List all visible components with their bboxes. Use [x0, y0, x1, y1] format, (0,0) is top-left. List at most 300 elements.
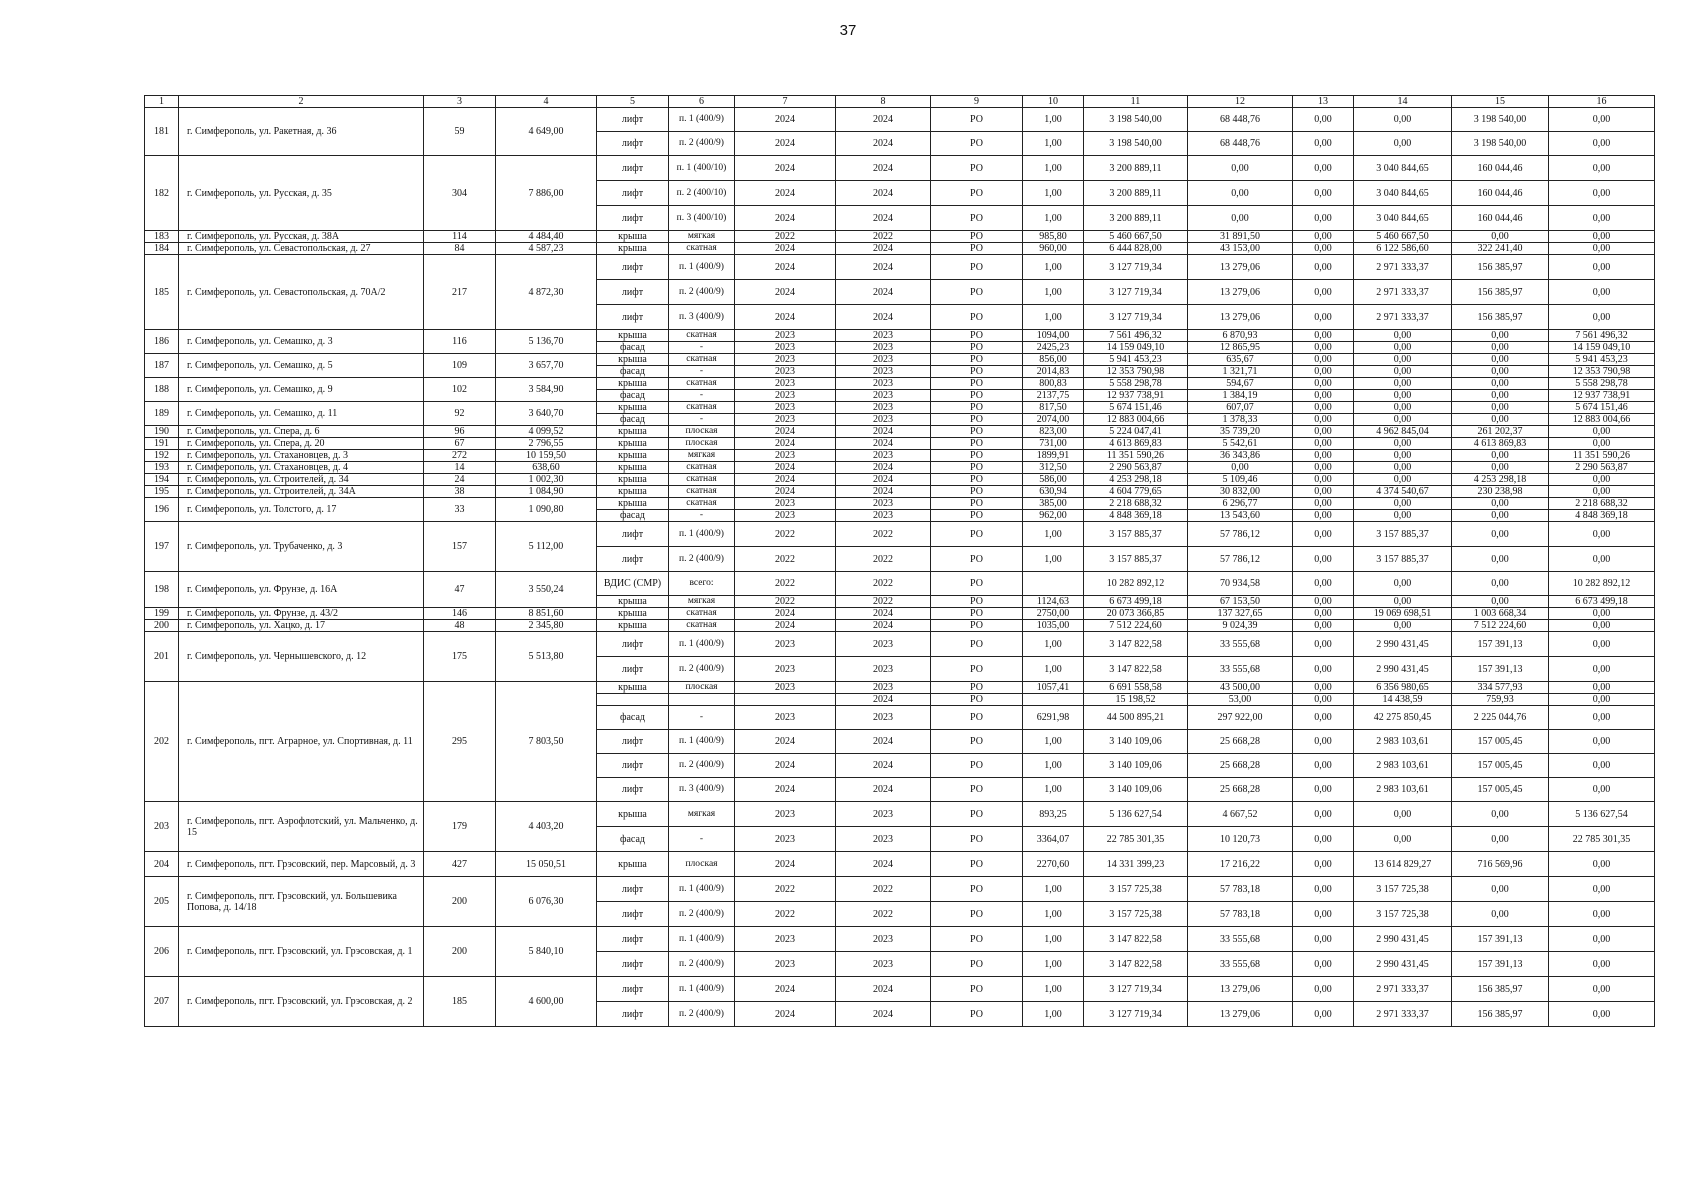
- row-number: 196: [145, 498, 179, 522]
- row-number: 199: [145, 608, 179, 620]
- address: г. Симферополь, ул. Русская, д. 38А: [179, 231, 424, 243]
- cost-b: 0,00: [1293, 596, 1354, 608]
- work-detail: п. 2 (400/10): [669, 181, 735, 206]
- year-start: 2024: [735, 438, 836, 450]
- year-start: 2022: [735, 596, 836, 608]
- cost-d: 0,00: [1452, 877, 1549, 902]
- row-number: 190: [145, 426, 179, 438]
- work-type: лифт: [597, 181, 669, 206]
- cost-e: 11 351 590,26: [1549, 450, 1655, 462]
- cost-b: 0,00: [1293, 778, 1354, 802]
- address: г. Симферополь, ул. Севастопольская, д. 27: [179, 243, 424, 255]
- cost-c: 3 157 885,37: [1354, 522, 1452, 547]
- year-start: [735, 694, 836, 706]
- work-type: лифт: [597, 156, 669, 181]
- work-detail: скатная: [669, 354, 735, 366]
- quantity: 1,00: [1023, 877, 1084, 902]
- residents: 67: [424, 438, 496, 450]
- column-header-11: 11: [1084, 96, 1188, 108]
- cost-total: 2 290 563,87: [1084, 462, 1188, 474]
- cost-e: 0,00: [1549, 132, 1655, 156]
- cost-c: 0,00: [1354, 354, 1452, 366]
- executor: РО: [931, 498, 1023, 510]
- executor: РО: [931, 450, 1023, 462]
- quantity: 1,00: [1023, 305, 1084, 330]
- cost-e: 10 282 892,12: [1549, 572, 1655, 596]
- quantity: 6291,98: [1023, 706, 1084, 730]
- work-type: крыша: [597, 243, 669, 255]
- page-number: 37: [839, 22, 857, 39]
- column-header-3: 3: [424, 96, 496, 108]
- cost-d: 156 385,97: [1452, 305, 1549, 330]
- work-type: лифт: [597, 902, 669, 927]
- work-detail: п. 2 (400/9): [669, 132, 735, 156]
- cost-c: 0,00: [1354, 390, 1452, 402]
- cost-a: 68 448,76: [1188, 132, 1293, 156]
- work-detail: всего:: [669, 572, 735, 596]
- cost-b: 0,00: [1293, 498, 1354, 510]
- cost-total: 3 140 109,06: [1084, 730, 1188, 754]
- table-row: [145, 378, 1655, 390]
- work-detail: -: [669, 342, 735, 354]
- year-start: 2024: [735, 754, 836, 778]
- year-start: 2023: [735, 682, 836, 694]
- cost-b: 0,00: [1293, 657, 1354, 682]
- executor: РО: [931, 827, 1023, 852]
- row-number: 197: [145, 522, 179, 572]
- cost-a: 13 279,06: [1188, 280, 1293, 305]
- cost-a: 5 542,61: [1188, 438, 1293, 450]
- executor: РО: [931, 754, 1023, 778]
- year-end: 2023: [836, 366, 931, 378]
- year-end: 2024: [836, 1002, 931, 1027]
- cost-e: 0,00: [1549, 1002, 1655, 1027]
- cost-b: 0,00: [1293, 802, 1354, 827]
- cost-d: 0,00: [1452, 378, 1549, 390]
- year-start: 2024: [735, 280, 836, 305]
- cost-e: 0,00: [1549, 778, 1655, 802]
- cost-a: 0,00: [1188, 206, 1293, 231]
- cost-a: 6 870,93: [1188, 330, 1293, 342]
- year-end: 2024: [836, 438, 931, 450]
- cost-c: 0,00: [1354, 450, 1452, 462]
- cost-d: 157 005,45: [1452, 778, 1549, 802]
- executor: РО: [931, 132, 1023, 156]
- work-type: крыша: [597, 330, 669, 342]
- cost-d: 0,00: [1452, 827, 1549, 852]
- executor: РО: [931, 231, 1023, 243]
- area: 4 587,23: [496, 243, 597, 255]
- cost-c: 6 122 586,60: [1354, 243, 1452, 255]
- cost-total: 3 200 889,11: [1084, 206, 1188, 231]
- cost-total: 14 331 399,23: [1084, 852, 1188, 877]
- work-type: крыша: [597, 378, 669, 390]
- cost-e: 0,00: [1549, 682, 1655, 694]
- work-detail: п. 1 (400/9): [669, 522, 735, 547]
- quantity: 1,00: [1023, 255, 1084, 280]
- cost-b: 0,00: [1293, 977, 1354, 1002]
- address: г. Симферополь, ул. Ракетная, д. 36: [179, 108, 424, 156]
- work-detail: скатная: [669, 243, 735, 255]
- executor: РО: [931, 414, 1023, 426]
- quantity: 800,83: [1023, 378, 1084, 390]
- cost-total: 6 691 558,58: [1084, 682, 1188, 694]
- year-start: 2023: [735, 706, 836, 730]
- area: 4 403,20: [496, 802, 597, 852]
- cost-d: 0,00: [1452, 510, 1549, 522]
- cost-e: 0,00: [1549, 486, 1655, 498]
- quantity: 2270,60: [1023, 852, 1084, 877]
- cost-e: 0,00: [1549, 426, 1655, 438]
- table-row: [145, 255, 1655, 280]
- cost-e: 0,00: [1549, 632, 1655, 657]
- quantity: 856,00: [1023, 354, 1084, 366]
- cost-total: 3 157 885,37: [1084, 522, 1188, 547]
- area: 7 803,50: [496, 682, 597, 802]
- executor: РО: [931, 305, 1023, 330]
- year-end: 2022: [836, 547, 931, 572]
- cost-c: 2 971 333,37: [1354, 1002, 1452, 1027]
- cost-c: 2 971 333,37: [1354, 305, 1452, 330]
- column-header-9: 9: [931, 96, 1023, 108]
- table-row: [145, 462, 1655, 474]
- cost-e: 2 218 688,32: [1549, 498, 1655, 510]
- cost-e: 0,00: [1549, 977, 1655, 1002]
- cost-total: 3 147 822,58: [1084, 632, 1188, 657]
- year-end: 2023: [836, 390, 931, 402]
- cost-d: 0,00: [1452, 402, 1549, 414]
- area: 3 640,70: [496, 402, 597, 426]
- year-start: 2023: [735, 927, 836, 952]
- table-row: [145, 802, 1655, 827]
- cost-e: 0,00: [1549, 927, 1655, 952]
- work-type: лифт: [597, 927, 669, 952]
- cost-d: 160 044,46: [1452, 181, 1549, 206]
- cost-c: 3 157 725,38: [1354, 877, 1452, 902]
- cost-c: 0,00: [1354, 510, 1452, 522]
- executor: РО: [931, 342, 1023, 354]
- year-end: 2022: [836, 522, 931, 547]
- row-number: 202: [145, 682, 179, 802]
- cost-d: 157 005,45: [1452, 730, 1549, 754]
- executor: РО: [931, 402, 1023, 414]
- area: 2 345,80: [496, 620, 597, 632]
- area: 1 002,30: [496, 474, 597, 486]
- address: г. Симферополь, пгт. Грэсовский, ул. Грэсовская, д. 1: [179, 927, 424, 977]
- executor: РО: [931, 366, 1023, 378]
- area: 3 550,24: [496, 572, 597, 608]
- table-row: [145, 977, 1655, 1002]
- executor: РО: [931, 706, 1023, 730]
- cost-e: 0,00: [1549, 620, 1655, 632]
- cost-a: 13 279,06: [1188, 977, 1293, 1002]
- cost-c: 2 971 333,37: [1354, 280, 1452, 305]
- cost-a: 57 783,18: [1188, 902, 1293, 927]
- address: г. Симферополь, ул. Семашко, д. 11: [179, 402, 424, 426]
- column-number-header-row: [145, 96, 1655, 108]
- work-type: фасад: [597, 390, 669, 402]
- year-end: 2022: [836, 231, 931, 243]
- cost-total: 4 613 869,83: [1084, 438, 1188, 450]
- cost-d: 334 577,93: [1452, 682, 1549, 694]
- cost-c: 0,00: [1354, 108, 1452, 132]
- cost-c: 0,00: [1354, 402, 1452, 414]
- address: г. Симферополь, ул. Хацко, д. 17: [179, 620, 424, 632]
- residents: 109: [424, 354, 496, 378]
- residents: 92: [424, 402, 496, 426]
- area: 5 840,10: [496, 927, 597, 977]
- address: г. Симферополь, ул. Семашко, д. 5: [179, 354, 424, 378]
- cost-b: 0,00: [1293, 426, 1354, 438]
- column-header-1: 1: [145, 96, 179, 108]
- work-type: лифт: [597, 522, 669, 547]
- cost-total: 3 157 885,37: [1084, 547, 1188, 572]
- area: 5 136,70: [496, 330, 597, 354]
- cost-b: 0,00: [1293, 827, 1354, 852]
- cost-e: 22 785 301,35: [1549, 827, 1655, 852]
- table-row: [145, 330, 1655, 342]
- quantity: 2074,00: [1023, 414, 1084, 426]
- cost-a: 13 279,06: [1188, 255, 1293, 280]
- cost-b: 0,00: [1293, 877, 1354, 902]
- year-end: 2024: [836, 108, 931, 132]
- year-start: 2023: [735, 390, 836, 402]
- year-start: 2024: [735, 305, 836, 330]
- residents: 217: [424, 255, 496, 330]
- work-detail: плоская: [669, 438, 735, 450]
- executor: РО: [931, 510, 1023, 522]
- cost-d: 2 225 044,76: [1452, 706, 1549, 730]
- cost-d: 0,00: [1452, 414, 1549, 426]
- residents: 84: [424, 243, 496, 255]
- column-header-13: 13: [1293, 96, 1354, 108]
- year-end: 2023: [836, 952, 931, 977]
- cost-e: 0,00: [1549, 877, 1655, 902]
- cost-e: 0,00: [1549, 754, 1655, 778]
- work-detail: плоская: [669, 426, 735, 438]
- column-header-6: 6: [669, 96, 735, 108]
- area: 4 600,00: [496, 977, 597, 1027]
- cost-d: 157 391,13: [1452, 952, 1549, 977]
- quantity: 960,00: [1023, 243, 1084, 255]
- row-number: 207: [145, 977, 179, 1027]
- quantity: 1,00: [1023, 1002, 1084, 1027]
- work-type: фасад: [597, 342, 669, 354]
- year-start: 2024: [735, 620, 836, 632]
- cost-e: 5 558 298,78: [1549, 378, 1655, 390]
- quantity: 1124,63: [1023, 596, 1084, 608]
- residents: 33: [424, 498, 496, 522]
- year-start: 2022: [735, 902, 836, 927]
- cost-b: 0,00: [1293, 754, 1354, 778]
- table-row: [145, 498, 1655, 510]
- work-type: фасад: [597, 706, 669, 730]
- cost-c: 2 990 431,45: [1354, 657, 1452, 682]
- area: 4 649,00: [496, 108, 597, 156]
- cost-b: 0,00: [1293, 255, 1354, 280]
- cost-total: 6 673 499,18: [1084, 596, 1188, 608]
- cost-total: 12 353 790,98: [1084, 366, 1188, 378]
- cost-c: 0,00: [1354, 378, 1452, 390]
- cost-total: 5 224 047,41: [1084, 426, 1188, 438]
- cost-c: 3 157 885,37: [1354, 547, 1452, 572]
- year-start: 2022: [735, 877, 836, 902]
- year-end: 2024: [836, 474, 931, 486]
- work-type: крыша: [597, 231, 669, 243]
- cost-d: 4 613 869,83: [1452, 438, 1549, 450]
- cost-d: 0,00: [1452, 354, 1549, 366]
- work-type: лифт: [597, 206, 669, 231]
- cost-b: 0,00: [1293, 366, 1354, 378]
- cost-a: 9 024,39: [1188, 620, 1293, 632]
- cost-d: 160 044,46: [1452, 156, 1549, 181]
- cost-d: 261 202,37: [1452, 426, 1549, 438]
- year-start: 2023: [735, 354, 836, 366]
- cost-a: 1 384,19: [1188, 390, 1293, 402]
- cost-a: 53,00: [1188, 694, 1293, 706]
- cost-total: 44 500 895,21: [1084, 706, 1188, 730]
- row-number: 183: [145, 231, 179, 243]
- column-header-5: 5: [597, 96, 669, 108]
- cost-e: 12 883 004,66: [1549, 414, 1655, 426]
- table-row: [145, 852, 1655, 877]
- executor: РО: [931, 108, 1023, 132]
- work-detail: [669, 694, 735, 706]
- area: 5 112,00: [496, 522, 597, 572]
- cost-e: 0,00: [1549, 438, 1655, 450]
- cost-c: 42 275 850,45: [1354, 706, 1452, 730]
- work-detail: п. 1 (400/9): [669, 108, 735, 132]
- work-detail: п. 2 (400/9): [669, 952, 735, 977]
- year-end: 2024: [836, 255, 931, 280]
- work-type: крыша: [597, 486, 669, 498]
- address: г. Симферополь, пгт. Грэсовский, пер. Марсовый, д. 3: [179, 852, 424, 877]
- cost-b: 0,00: [1293, 474, 1354, 486]
- cost-c: 4 374 540,67: [1354, 486, 1452, 498]
- area: 4 872,30: [496, 255, 597, 330]
- cost-e: 0,00: [1549, 243, 1655, 255]
- quantity: 1,00: [1023, 632, 1084, 657]
- executor: РО: [931, 902, 1023, 927]
- area: 4 099,52: [496, 426, 597, 438]
- cost-d: 157 391,13: [1452, 657, 1549, 682]
- cost-c: 0,00: [1354, 620, 1452, 632]
- cost-e: 5 674 151,46: [1549, 402, 1655, 414]
- executor: РО: [931, 438, 1023, 450]
- row-number: 194: [145, 474, 179, 486]
- cost-a: 30 832,00: [1188, 486, 1293, 498]
- residents: 272: [424, 450, 496, 462]
- row-number: 205: [145, 877, 179, 927]
- quantity: 630,94: [1023, 486, 1084, 498]
- address: г. Симферополь, ул. Спера, д. 20: [179, 438, 424, 450]
- column-header-4: 4: [496, 96, 597, 108]
- cost-total: 11 351 590,26: [1084, 450, 1188, 462]
- cost-e: 0,00: [1549, 305, 1655, 330]
- quantity: 731,00: [1023, 438, 1084, 450]
- year-start: 2023: [735, 414, 836, 426]
- cost-total: 20 073 366,85: [1084, 608, 1188, 620]
- year-end: 2023: [836, 802, 931, 827]
- cost-c: 2 983 103,61: [1354, 778, 1452, 802]
- quantity: 2014,83: [1023, 366, 1084, 378]
- work-detail: п. 2 (400/9): [669, 547, 735, 572]
- residents: 146: [424, 608, 496, 620]
- work-type: крыша: [597, 596, 669, 608]
- quantity: 2425,23: [1023, 342, 1084, 354]
- cost-c: 0,00: [1354, 498, 1452, 510]
- residents: 116: [424, 330, 496, 354]
- cost-total: 22 785 301,35: [1084, 827, 1188, 852]
- cost-b: 0,00: [1293, 402, 1354, 414]
- table-row: [145, 426, 1655, 438]
- executor: РО: [931, 474, 1023, 486]
- address: г. Симферополь, ул. Семашко, д. 3: [179, 330, 424, 354]
- cost-a: 13 279,06: [1188, 1002, 1293, 1027]
- row-number: 186: [145, 330, 179, 354]
- area: 10 159,50: [496, 450, 597, 462]
- executor: РО: [931, 927, 1023, 952]
- cost-total: 5 558 298,78: [1084, 378, 1188, 390]
- quantity: 1,00: [1023, 280, 1084, 305]
- work-type: лифт: [597, 280, 669, 305]
- cost-b: 0,00: [1293, 608, 1354, 620]
- cost-d: 0,00: [1452, 596, 1549, 608]
- cost-e: 4 848 369,18: [1549, 510, 1655, 522]
- cost-e: 5 941 453,23: [1549, 354, 1655, 366]
- executor: РО: [931, 608, 1023, 620]
- work-type: фасад: [597, 510, 669, 522]
- area: 3 584,90: [496, 378, 597, 402]
- cost-c: 6 356 980,65: [1354, 682, 1452, 694]
- year-start: 2023: [735, 657, 836, 682]
- cost-a: 13 279,06: [1188, 305, 1293, 330]
- executor: РО: [931, 390, 1023, 402]
- cost-total: 3 127 719,34: [1084, 305, 1188, 330]
- cost-total: 3 140 109,06: [1084, 778, 1188, 802]
- work-type: лифт: [597, 305, 669, 330]
- quantity: 1,00: [1023, 952, 1084, 977]
- table-row: [145, 632, 1655, 657]
- cost-b: 0,00: [1293, 1002, 1354, 1027]
- work-detail: п. 2 (400/9): [669, 1002, 735, 1027]
- residents: 96: [424, 426, 496, 438]
- work-type: крыша: [597, 608, 669, 620]
- work-type: крыша: [597, 474, 669, 486]
- cost-e: 2 290 563,87: [1549, 462, 1655, 474]
- address: г. Симферополь, ул. Строителей, д. 34: [179, 474, 424, 486]
- residents: 295: [424, 682, 496, 802]
- work-detail: скатная: [669, 402, 735, 414]
- cost-a: 12 865,95: [1188, 342, 1293, 354]
- cost-d: 0,00: [1452, 330, 1549, 342]
- executor: РО: [931, 657, 1023, 682]
- cost-e: 0,00: [1549, 952, 1655, 977]
- residents: 59: [424, 108, 496, 156]
- table-row: [145, 354, 1655, 366]
- cost-d: 0,00: [1452, 902, 1549, 927]
- cost-total: 7 561 496,32: [1084, 330, 1188, 342]
- cost-b: 0,00: [1293, 438, 1354, 450]
- year-end: 2024: [836, 620, 931, 632]
- cost-b: 0,00: [1293, 694, 1354, 706]
- cost-b: 0,00: [1293, 206, 1354, 231]
- cost-e: 12 353 790,98: [1549, 366, 1655, 378]
- residents: 14: [424, 462, 496, 474]
- work-type: крыша: [597, 852, 669, 877]
- column-header-7: 7: [735, 96, 836, 108]
- cost-total: 3 147 822,58: [1084, 952, 1188, 977]
